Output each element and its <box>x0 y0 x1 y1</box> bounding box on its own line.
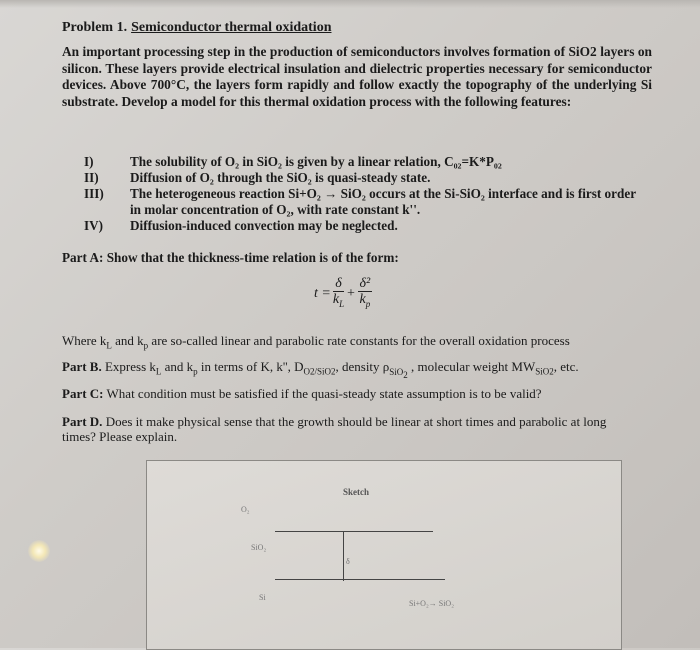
linear-numerator: δ <box>335 276 342 291</box>
feature-text: Diffusion-induced convection may be neglected. <box>130 218 398 233</box>
gas-oxide-interface-line <box>275 531 433 532</box>
thickness-time-formula <box>314 276 374 312</box>
light-reflection <box>28 540 50 562</box>
part-a-text: Show that the thickness-time relation is of the form: <box>106 250 399 265</box>
part-d-text: Does it make physical sense that the growth should be linear at short times and parabolic at long times? Please explain. <box>62 414 607 444</box>
parabolic-numerator: δ² <box>359 276 371 291</box>
part-a <box>62 250 399 266</box>
feature-item <box>84 154 644 170</box>
feature-text: Diffusion of O₂ through the SiO₂ is quasi-steady state. <box>130 170 431 185</box>
sio2-label: SiO₂ <box>251 543 267 552</box>
parabolic-term <box>358 276 373 312</box>
feature-number: I) <box>84 154 94 169</box>
part-b-label: Part B. <box>62 359 102 374</box>
linear-denominator: $k_L$ <box>332 292 345 309</box>
oxide-silicon-interface-line <box>275 579 445 580</box>
feature-item <box>84 170 644 186</box>
problem-label: Problem 1. <box>62 20 128 35</box>
sketch-title: Sketch <box>343 487 370 497</box>
reaction-label: Si+O₂→ SiO₂ <box>409 599 454 608</box>
rate-constants-definition: Where $k_L$ and $k_p$ are so-called linear and parabolic rate constants for the overall oxidation process <box>62 333 570 351</box>
feature-text: The heterogeneous reaction Si+O₂ → SiO₂ occurs at the Si-SiO₂ interface and is first order in molar concentration of O₂, with rate constant k''. <box>130 186 636 217</box>
o2-label: O₂ <box>241 505 250 514</box>
part-c-text: What condition must be satisfied if the quasi-steady state assumption is to be valid? <box>106 386 542 401</box>
problem-topic: Semiconductor thermal oxidation <box>131 20 332 35</box>
feature-text: The solubility of O₂ in SiO₂ is given by a linear relation, C₀₂=K*P₀₂ <box>130 154 502 169</box>
sketch-box <box>146 460 622 650</box>
feature-number: IV) <box>84 218 104 233</box>
part-b <box>62 359 579 379</box>
problem-title <box>62 20 331 36</box>
formula-plus: + <box>346 285 356 301</box>
parabolic-denominator: $k_p$ <box>359 292 371 309</box>
part-d-label: Part D. <box>62 414 103 429</box>
thickness-marker <box>343 531 344 581</box>
part-b-text: Express $k_L$ and $k_p$ in terms of K, k'', $D_{O2/SiO2}$, density $\rho_{SiO_2}$ , molecular weight $MW_{SiO2}$, etc. <box>104 359 579 380</box>
part-a-label: Part A: <box>62 250 104 265</box>
part-c-label: Part C: <box>62 386 104 401</box>
feature-number: III) <box>84 186 104 201</box>
delta-label: δ <box>346 557 350 566</box>
si-label: Si <box>259 593 266 602</box>
intro-paragraph: An important processing step in the production of semiconductors involves formation of SiO2 layers on silicon. These layers provide electrical insulation and dielectric properties necessary for semiconductor devices. Above 700°C, the layers form rapidly and follow exactly the topography of the underlying Si substrate. Develop a model for this thermal oxidation process with the following features: <box>62 44 652 109</box>
feature-number: II) <box>84 170 99 185</box>
photo-edge <box>0 0 700 8</box>
part-c <box>62 386 542 402</box>
part-d <box>62 414 642 444</box>
feature-item <box>84 218 644 234</box>
formula-lhs: t = <box>314 285 331 301</box>
feature-item <box>84 186 644 218</box>
feature-list <box>84 154 644 234</box>
linear-term <box>333 276 344 312</box>
